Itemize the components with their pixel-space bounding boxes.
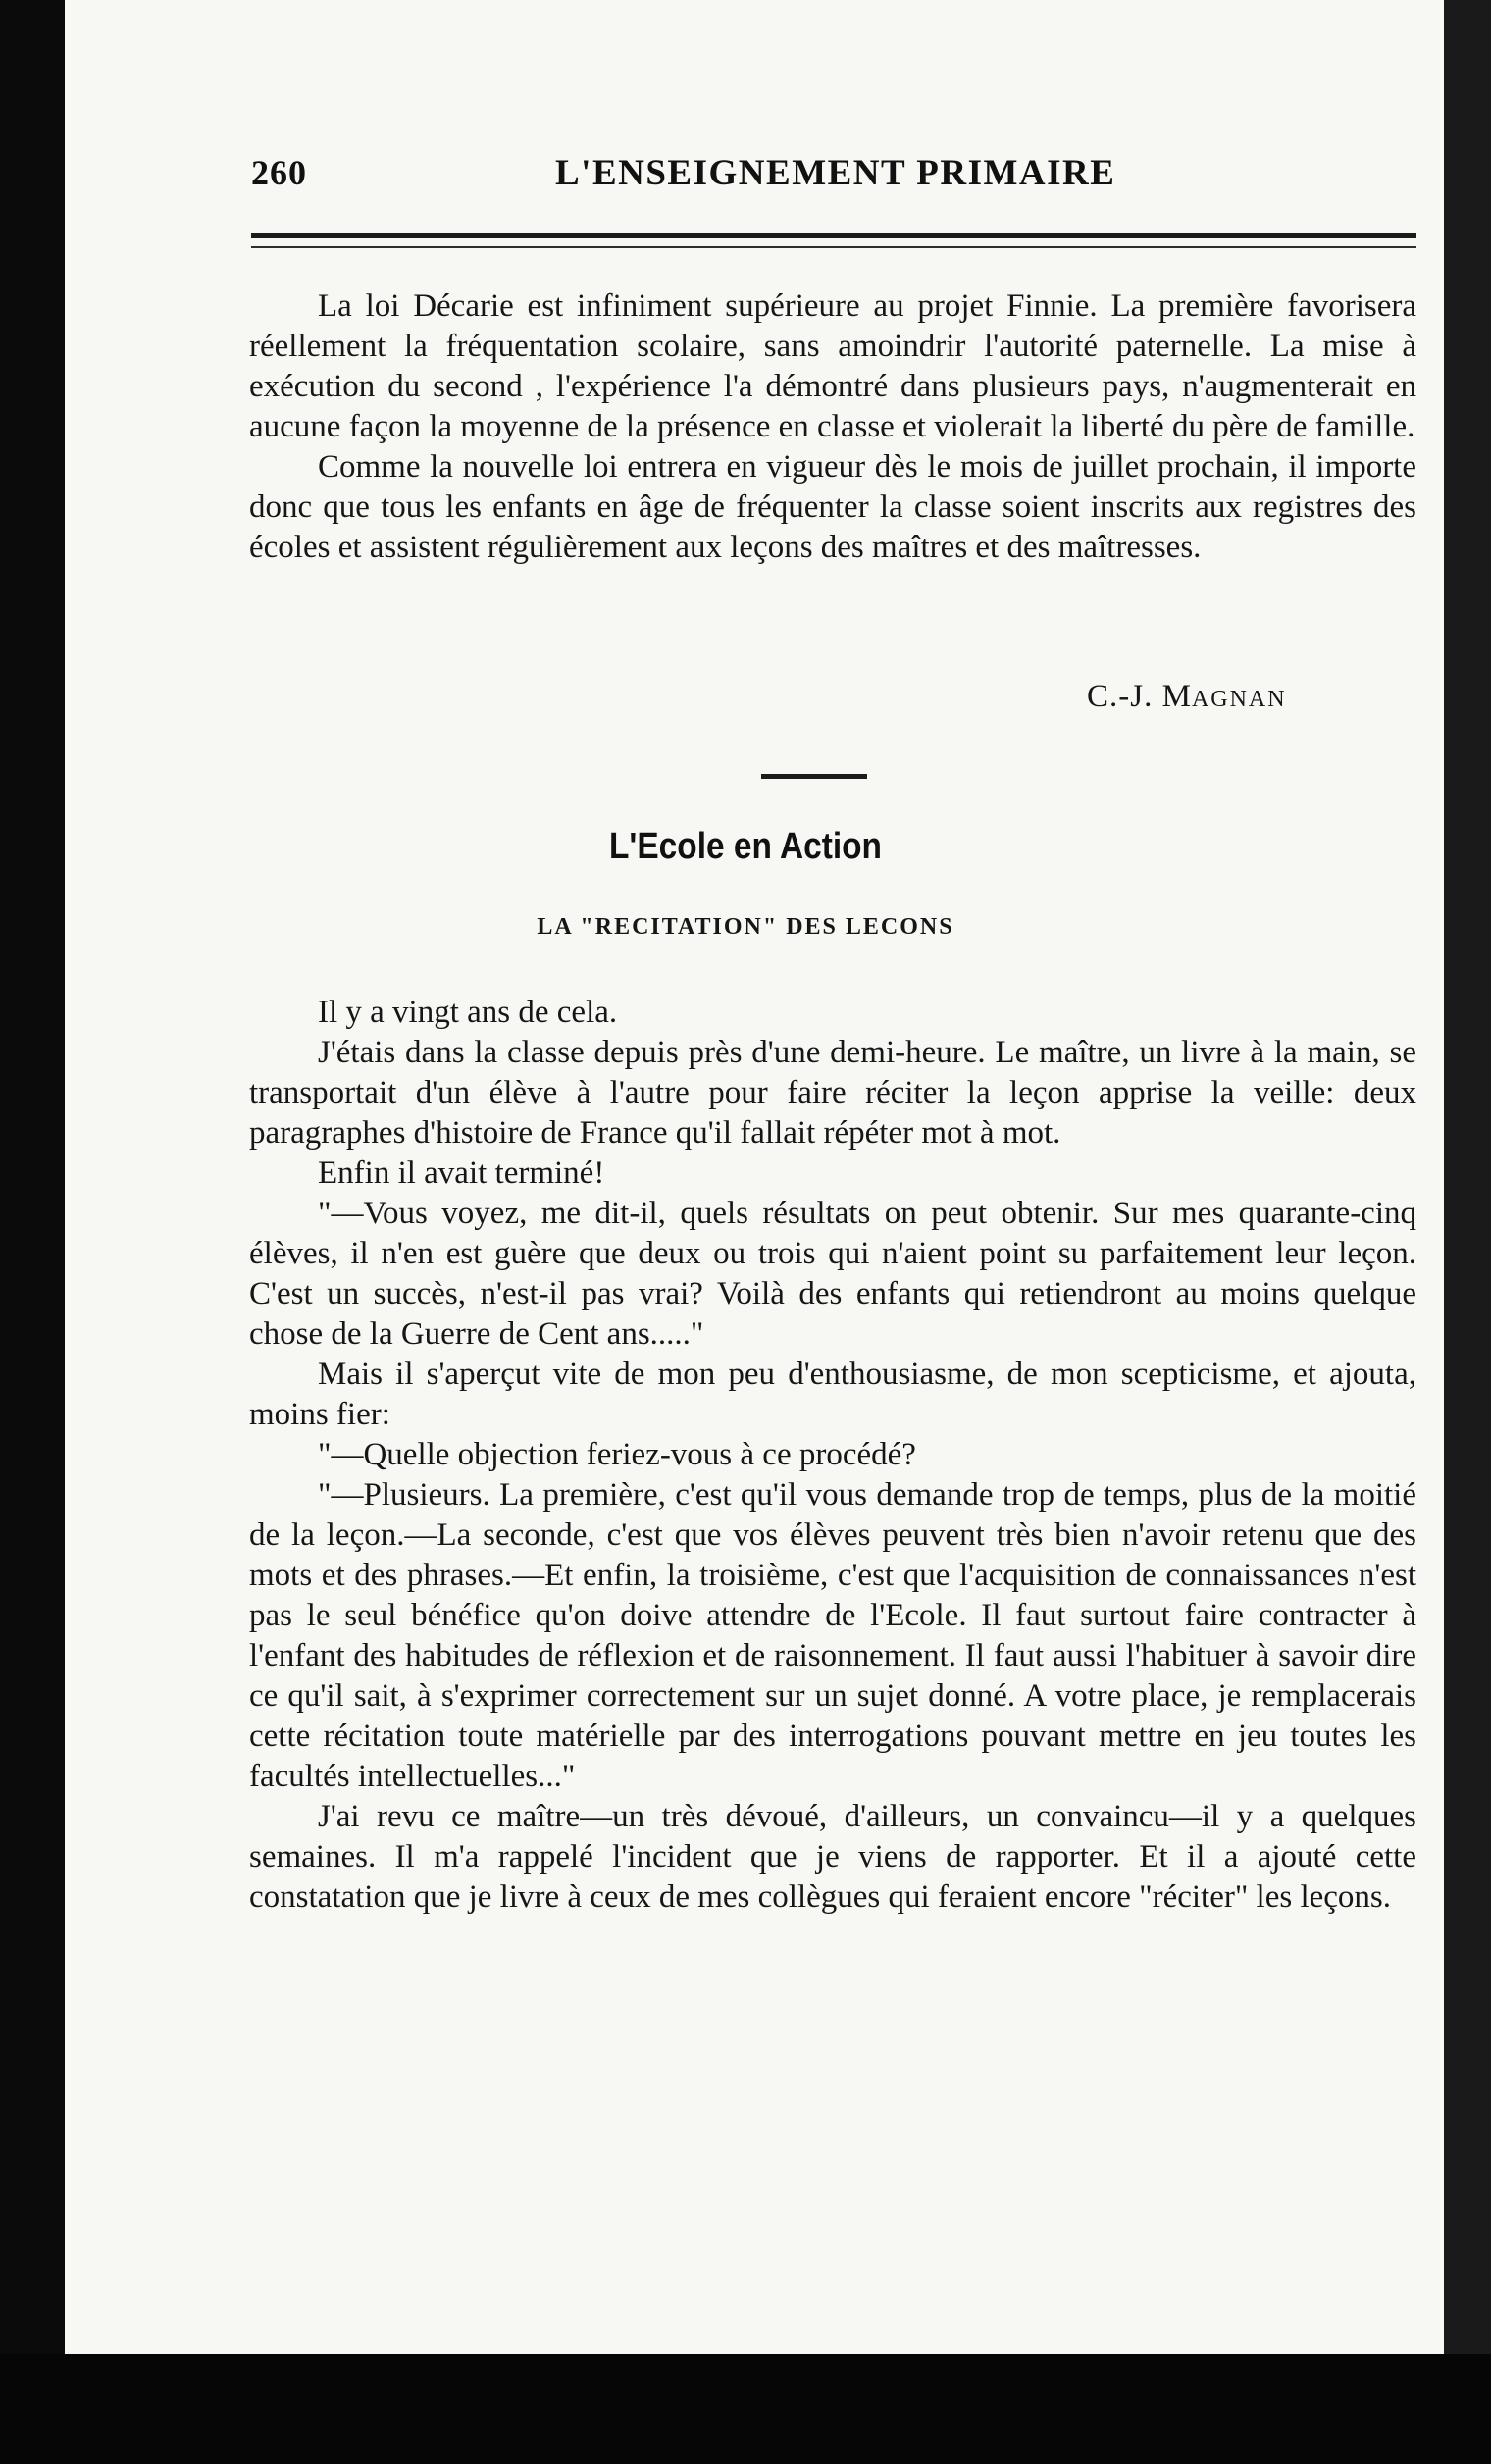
paragraph: "—Plusieurs. La première, c'est qu'il vous demande trop de temps, plus de la moitié de la leçon.—La seconde, c'est que vos élèves peuvent très bien n'avoir retenu que des mots et des phrases.—Et enfin, la troisième, c'est que l'acquisition de connaissances n'est pas le seul bénéfice qu'on doive attendre de l'Ecole. Il faut surtout faire contracter à l'enfant des habitudes de réflexion et de raisonnement. Il faut aussi l'habituer à savoir dire ce qu'il sait, à s'exprimer correctement sur un sujet donné. A votre place, je remplacerais cette récitation toute matérielle par des interrogations pouvant mettre en jeu toutes les facultés intellectuelles...": [249, 1477, 1416, 1794]
section-divider: [761, 774, 867, 779]
article-2-body: [249, 993, 1416, 1918]
page-number: 260: [251, 153, 307, 192]
paragraph: J'ai revu ce maître—un très dévoué, d'ailleurs, un convaincu—il y a quelques semaines. Il m'a rappelé l'incident que je viens de rapporter. Et il a ajouté cette constatation que je livre à ceux de mes collègues qui feraient encore "réciter" les leçons.: [249, 1799, 1416, 1915]
paragraph: Mais il s'aperçut vite de mon peu d'enthousiasme, de mon scepticisme, et ajouta, moins fier:: [249, 1357, 1416, 1432]
signature-initial: C.-J. M: [1087, 679, 1192, 714]
paragraph: "—Quelle objection feriez-vous à ce procédé?: [318, 1437, 916, 1472]
running-head: [251, 152, 1413, 201]
page-edge-shadow: [1444, 0, 1491, 2354]
paragraph: La loi Décarie est infiniment supérieure au projet Finnie. La première favorisera réellement la fréquentation scolaire, sans amoindrir l'autorité paternelle. La mise à exécution du second , l'expérience l'a démontré dans plusieurs pays, n'augmenterait en aucune façon la moyenne de la présence en classe et violerait la liberté du père de famille.: [249, 288, 1416, 444]
section-subtitle: LA "RECITATION" DES LECONS: [537, 914, 954, 940]
paragraph: J'étais dans la classe depuis près d'une demi-heure. Le maître, un livre à la main, se transportait d'un élève à l'autre pour faire réciter la leçon apprise la veille: deux paragraphes d'histoire de France qu'il fallait répéter mot à mot.: [249, 1035, 1416, 1151]
paragraph: Enfin il avait terminé!: [318, 1155, 605, 1191]
journal-title: L'ENSEIGNEMENT PRIMAIRE: [555, 153, 1116, 193]
scan-border: [0, 2354, 1491, 2464]
paragraph: "—Vous voyez, me dit-il, quels résultats on peut obtenir. Sur mes quarante-cinq élèves, il n'en est guère que deux ou trois qui n'aient point su parfaitement leur leçon. C'est un succès, n'est-il pas vrai? Voilà des enfants qui retiendront au moins quelque chose de la Guerre de Cent ans.....": [249, 1196, 1416, 1352]
header-rule-thin: [251, 246, 1416, 248]
header-rule: [251, 233, 1416, 238]
article-1-body: [249, 286, 1416, 568]
paragraph: Comme la nouvelle loi entrera en vigueur dès le mois de juillet prochain, il importe donc que tous les enfants en âge de fréquenter la classe soient inscrits aux registres des écoles et assistent régulièrement aux leçons des maîtres et des maîtresses.: [249, 449, 1416, 565]
signature-rest: AGNAN: [1191, 687, 1287, 712]
section-title: L'Ecole en Action: [609, 826, 882, 867]
author-signature: [1087, 679, 1287, 715]
paragraph: Il y a vingt ans de cela.: [318, 995, 618, 1030]
